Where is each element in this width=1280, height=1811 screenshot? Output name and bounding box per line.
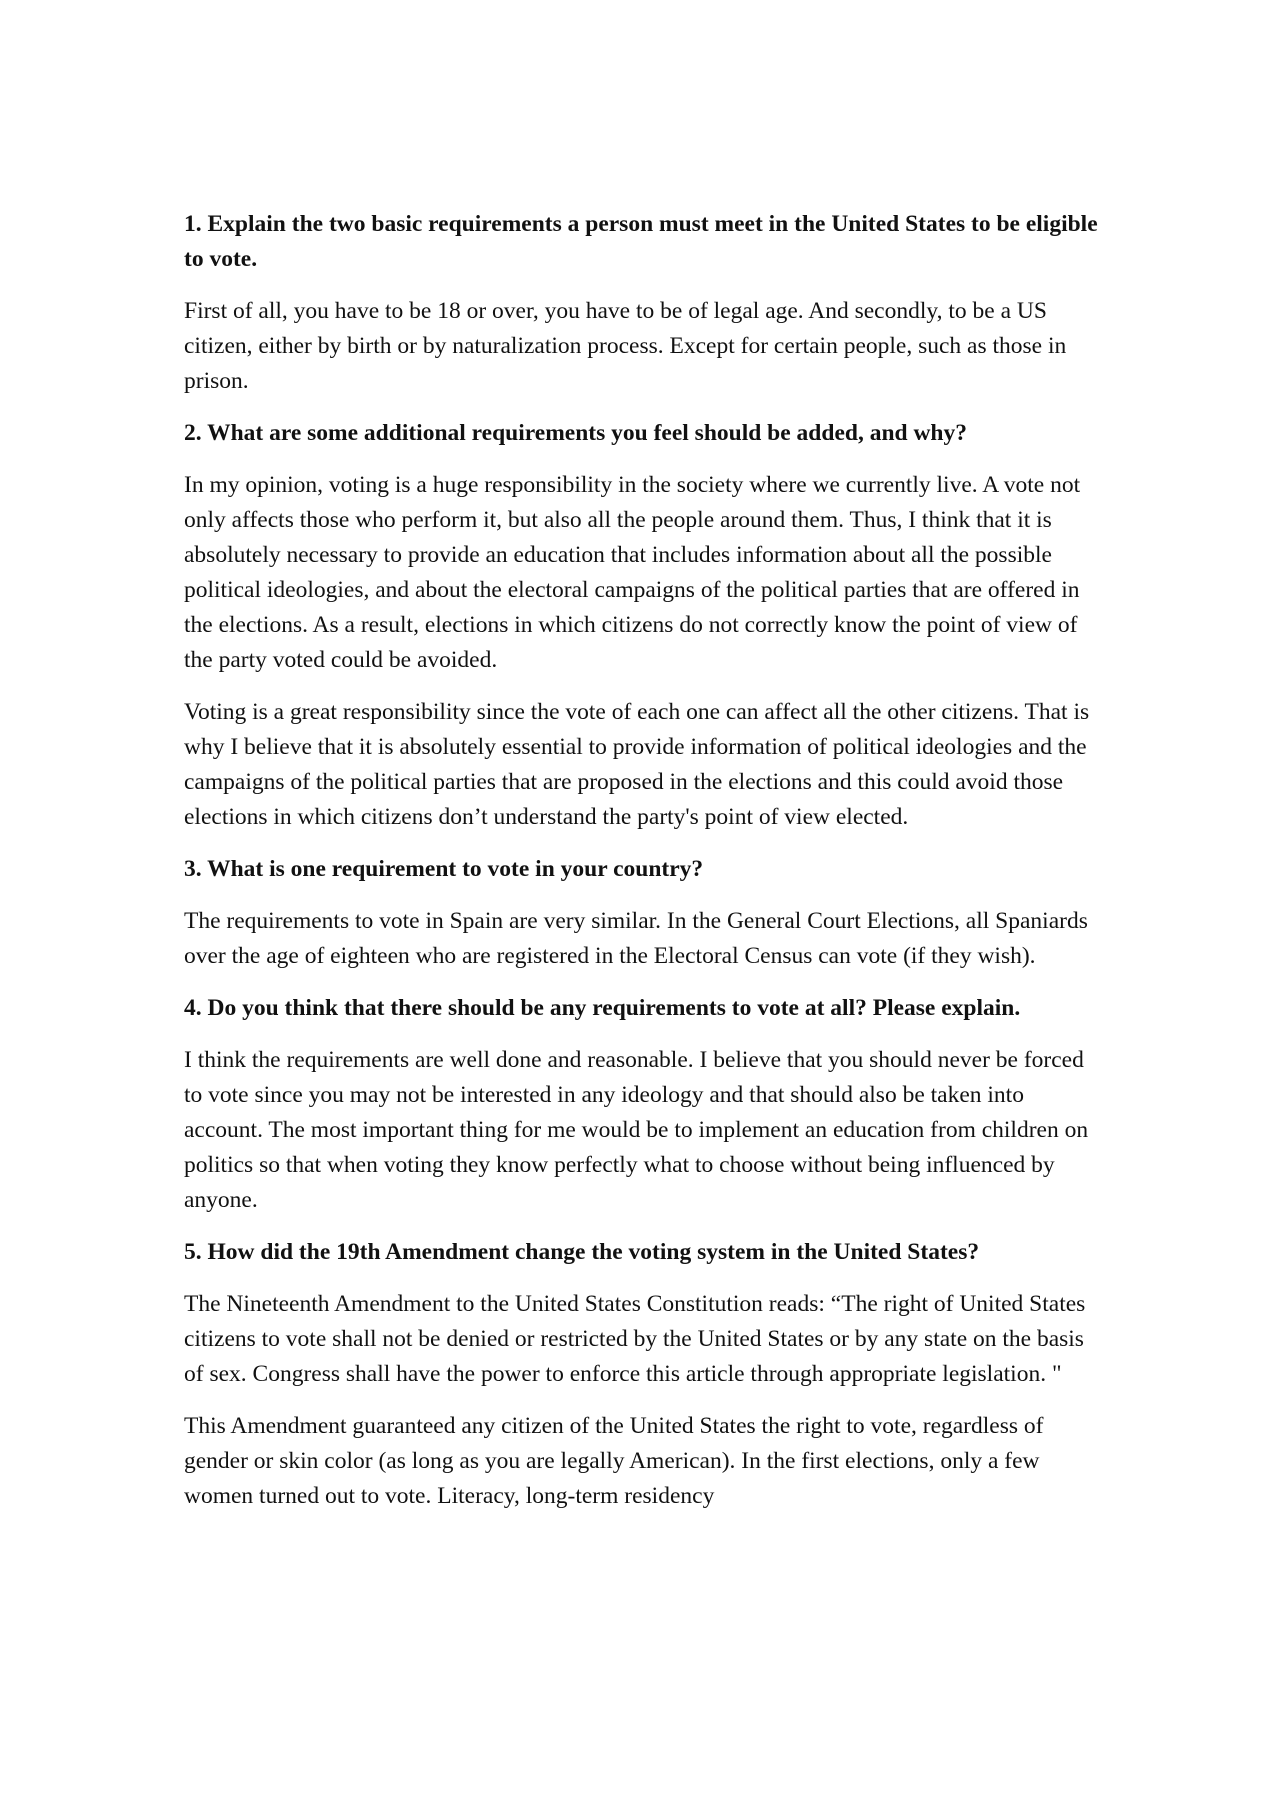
document-body <box>184 207 1104 1531</box>
answer-2-paragraph-2: Voting is a great responsibility since the vote of each one can affect all the other citizens. That is why I believe that it is absolutely essential to provide information of political ideologies and the campaigns of the political parties that are proposed in the elections and this could avoid those elections in which citizens don’t understand the party's point of view elected. <box>184 699 1090 830</box>
question-5: 5. How did the 19th Amendment change the voting system in the United States? <box>184 1239 980 1265</box>
question-4: 4. Do you think that there should be any requirements to vote at all? Please explain. <box>184 995 1021 1021</box>
question-1: 1. Explain the two basic requirements a person must meet in the United States to be eligible to vote. <box>184 211 1098 272</box>
question-3: 3. What is one requirement to vote in your country? <box>184 856 704 882</box>
answer-2-paragraph-1: In my opinion, voting is a huge responsibility in the society where we currently live. A vote not only affects those who perform it, but also all the people around them. Thus, I think that it is absolutely necessary to provide an education that includes information about all the possible political ideologies, and about the electoral campaigns of the political parties that are offered in the elections. As a result, elections in which citizens do not correctly know the point of view of the party voted could be avoided. <box>184 472 1081 673</box>
answer-4: I think the requirements are well done and reasonable. I believe that you should never be forced to vote since you may not be interested in any ideology and that should also be taken into account. The most important thing for me would be to implement an education from children on politics so that when voting they know perfectly what to choose without being influenced by anyone. <box>184 1047 1089 1213</box>
answer-5-paragraph-2: This Amendment guaranteed any citizen of the United States the right to vote, regardless of gender or skin color (as long as you are legally American). In the first elections, only a few women turned out to vote. Literacy, long-term residency <box>184 1413 1044 1509</box>
answer-1: First of all, you have to be 18 or over, you have to be of legal age. And secondly, to be a US citizen, either by birth or by naturalization process. Except for certain people, such as those in prison. <box>184 298 1067 394</box>
answer-5-paragraph-1: The Nineteenth Amendment to the United States Constitution reads: “The right of United States citizens to vote shall not be denied or restricted by the United States or by any state on the basis of sex. Congress shall have the power to enforce this article through appropriate legislation. " <box>184 1291 1086 1387</box>
answer-3: The requirements to vote in Spain are very similar. In the General Court Elections, all Spaniards over the age of eighteen who are registered in the Electoral Census can vote (if they wish). <box>184 908 1088 969</box>
question-2: 2. What are some additional requirements you feel should be added, and why? <box>184 420 968 446</box>
